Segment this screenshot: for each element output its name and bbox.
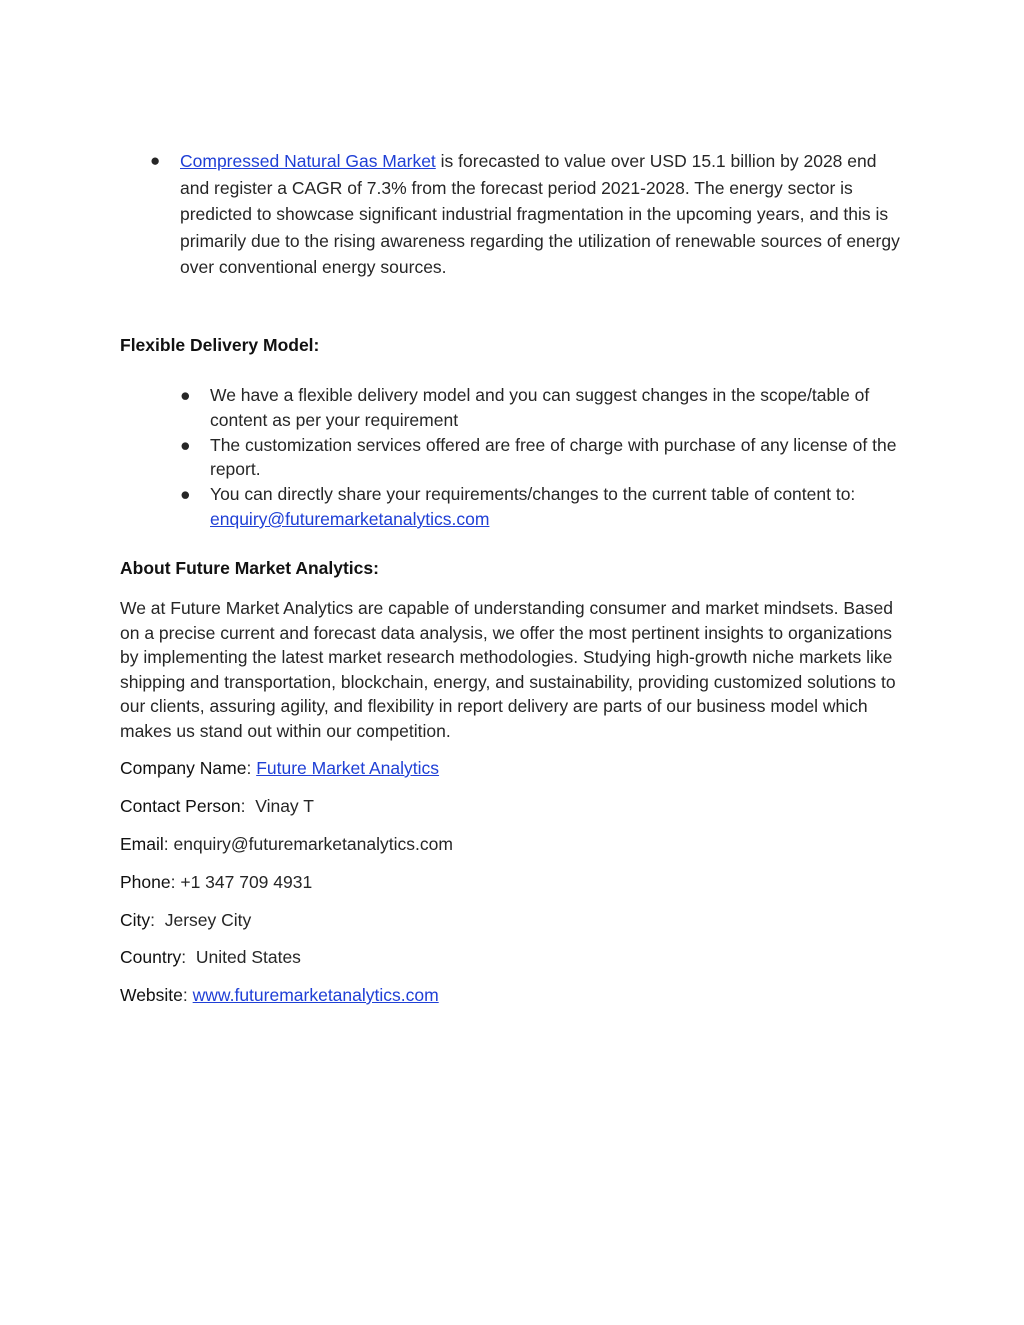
company-name-link[interactable]: Future Market Analytics — [256, 758, 440, 778]
separator: : — [181, 947, 196, 967]
list-item-text: You can directly share your requirements/changes to the current table of content to: — [210, 484, 856, 505]
phone-label: Phone — [120, 872, 171, 892]
contact-person-value: Vinay T — [255, 796, 314, 816]
email-label: Email — [120, 834, 164, 854]
separator: : — [182, 985, 193, 1005]
separator: : — [163, 834, 174, 854]
enquiry-email-link[interactable]: enquiry@futuremarketanalytics.com — [210, 508, 490, 529]
flexible-delivery-list — [180, 383, 910, 532]
flexible-delivery-heading: Flexible Delivery Model: — [120, 335, 320, 355]
compressed-natural-gas-market-link[interactable]: Compressed Natural Gas Market — [180, 151, 436, 171]
city-value: Jersey City — [164, 910, 252, 930]
country-label: Country — [120, 947, 182, 967]
company-name-line — [120, 756, 439, 780]
bullet-icon: ● — [180, 385, 191, 405]
company-name-label: Company Name — [120, 758, 247, 778]
contact-person-label: Contact Person — [120, 796, 241, 816]
market-forecast-item — [180, 148, 905, 281]
about-heading: About Future Market Analytics: — [120, 558, 379, 578]
separator: : — [150, 910, 165, 930]
website-label: Website — [120, 985, 183, 1005]
email-value: enquiry@futuremarketanalytics.com — [173, 834, 453, 854]
separator: : — [170, 872, 181, 892]
city-line — [120, 908, 251, 932]
list-item — [180, 383, 910, 433]
bullet-icon: ● — [180, 484, 191, 505]
market-forecast-text: is forecasted to value over USD 15.1 billion by 2028 end and register a CAGR of 7.3% from the forecast period 2021-2028. The energy sector is predicted to showcase significant industrial fragmentation in the upcoming years, and this is primarily due to the rising awareness regarding the utilization of renewable sources of energy over conventional energy sources. — [180, 151, 900, 277]
city-label: City — [120, 910, 151, 930]
contact-person-line — [120, 794, 314, 818]
website-line — [120, 983, 439, 1007]
email-line — [120, 832, 453, 856]
list-item-text: The customization services offered are free of charge with purchase of any license of the report. — [210, 434, 897, 480]
phone-line — [120, 870, 312, 894]
bullet-icon: ● — [180, 434, 191, 455]
country-value: United States — [195, 947, 301, 967]
phone-value: +1 347 709 4931 — [180, 872, 313, 892]
about-paragraph: We at Future Market Analytics are capable of understanding consumer and market mindsets. Based on a precise current and forecast data analysis, we offer the most pertinent insights to organizations by implementing the latest market research methodologies. Studying high-growth niche markets like shipping and transportation, blockchain, energy, and sustainability, providing customized solutions to our clients, assuring agility, and flexibility in report delivery are parts of our business model which makes us stand out within our competition. — [120, 598, 896, 741]
separator: : — [240, 796, 256, 816]
bullet-icon: ● — [150, 151, 161, 170]
list-item — [180, 433, 910, 483]
separator: : — [246, 758, 257, 778]
country-line — [120, 945, 301, 969]
list-item — [180, 482, 910, 532]
website-link[interactable]: www.futuremarketanalytics.com — [192, 985, 439, 1005]
list-item-text: We have a flexible delivery model and you can suggest changes in the scope/table of content as per your requirement — [210, 385, 870, 430]
